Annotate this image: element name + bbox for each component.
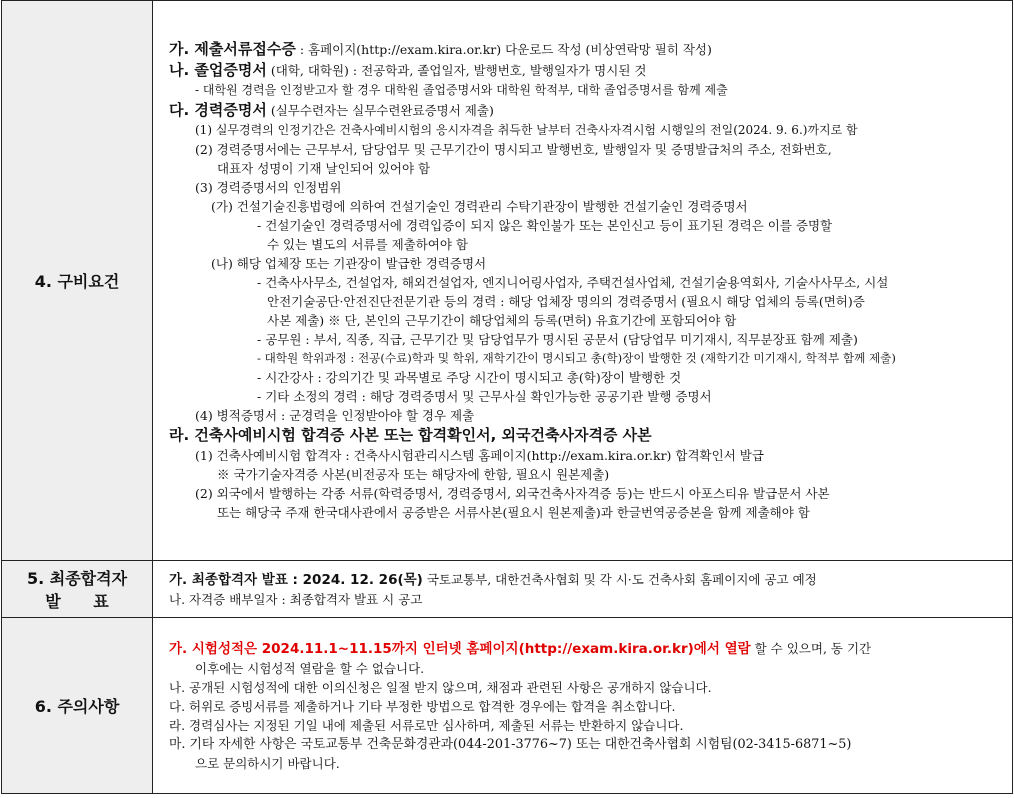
item-c3-ga-1-cont: 수 있는 별도의 서류를 제출하여야 함 (267, 237, 468, 252)
item-c2: (2) 경력증명서에는 근무부서, 담당업무 및 근무기간이 명시되고 발행번호, 발행일자 및 증명발급처의 주소, 전화번호, (195, 142, 832, 157)
score-viewing-text: 할 수 있으며, 동 기간 (750, 640, 872, 656)
section-4-label: 4. 구비요건 (2, 1, 153, 561)
score-viewing-notice: 가. 시험성적은 2024.11.1~11.15까지 인터넷 홈페이지(http://exam.kira.or.kr)에서 열람 (169, 640, 751, 657)
license-distribution: 나. 자격증 배부일자 : 최종합격자 발표 시 공고 (169, 591, 423, 607)
score-viewing-cont: 이후에는 시험성적 열람을 할 수 없습니다. (195, 660, 425, 676)
item-c3-na-1-cont: 안전기술공단·안전진단전문기관 등의 경력 : 해당 업체장 명의의 경력증명서 (필요시 해당 업체의 등록(면허)증 (267, 294, 865, 309)
item-a-text: : 홈페이지(http://exam.kira.or.kr) 다운로드 작성 (비상연락망 필히 작성) (295, 42, 712, 57)
item-b-note: - 대학원 경력을 인정받고자 할 경우 대학원 졸업증명서와 대학원 학적부, 대학 졸업증명서를 함께 제출 (195, 83, 728, 97)
item-c4: (4) 병적증명서 : 군경력을 인정받아야 할 경우 제출 (195, 408, 475, 423)
section-5-row (2, 561, 1013, 618)
section-6-row (2, 618, 1013, 794)
section-5-label-char2: 표 (93, 592, 109, 611)
item-c3-na: (나) 해당 업체장 또는 기관장이 발급한 경력증명서 (211, 256, 487, 271)
item-c3-ga: (가) 건설기술진흥법령에 의하여 건설기술인 경력관리 수탁기관장이 발행한 건설기술인 경력증명서 (211, 199, 748, 214)
notice-e: 마. 기타 자세한 사항은 국토교통부 건축문화경관과(044-201-3776~7) 또는 대한건축사협회 시험팀(02-3415-6871~5) (169, 736, 852, 752)
item-d1-note: ※ 국가기술자격증 사본(비전공자 또는 해당자에 한함, 필요시 원본제출) (217, 467, 610, 482)
section-5-content (153, 561, 1013, 618)
item-c-text: (실무수련자는 실무수련완료증명서 제출) (266, 103, 494, 118)
item-b-title: 나. 졸업증명서 (169, 61, 267, 79)
requirements-table (1, 0, 1013, 794)
section-6-label: 6. 주의사항 (2, 618, 153, 794)
item-c2-cont: 대표자 성명이 기재 날인되어 있어야 함 (217, 161, 431, 176)
item-c3-na-4: - 시간강사 : 강의기간 및 과목별로 주당 시간이 명시되고 총(학)장이 발행한 것 (257, 370, 682, 385)
section-5-label-line1: 5. 최종합격자 (26, 569, 128, 588)
notice-d: 라. 경력심사는 지정된 기일 내에 제출된 서류로만 심사하며, 제출된 서류는 반환하지 않습니다. (169, 717, 684, 733)
item-b-text: (대학, 대학원) : 전공학과, 졸업일자, 발행번호, 발행일자가 명시된 것 (266, 63, 647, 78)
final-announcement-text: 국토교통부, 대한건축사협회 및 각 시·도 건축사회 홈페이지에 공고 예정 (422, 571, 817, 587)
section-4-row (2, 1, 1013, 561)
item-c3-ga-1: - 건설기술인 경력증명서에 경력입증이 되지 않은 확인불가 또는 본인신고 등이 표기된 경력은 이를 증명할 (257, 218, 833, 233)
item-c3: (3) 경력증명서의 인정범위 (195, 180, 342, 195)
notice-e-cont: 으로 문의하시기 바랍니다. (195, 755, 340, 771)
item-c3-na-1-cont2: 사본 제출) ※ 단, 본인의 근무기간이 해당업체의 등록(면허) 유효기간에 포함되어야 함 (267, 313, 737, 328)
item-a-title: 가. 제출서류접수증 (169, 40, 296, 58)
section-5-label (2, 561, 153, 618)
item-c3-na-2: - 공무원 : 부서, 직종, 직급, 근무기간 및 담당업무가 명시된 공문서 (담당업무 미기재시, 직무분장표 함께 제출) (257, 332, 858, 347)
item-c3-na-5: - 기타 소정의 경력 : 해당 경력증명서 및 근무사실 확인가능한 공공기관 발행 증명서 (257, 389, 712, 404)
item-c3-na-1: - 건축사사무소, 건설업자, 해외건설업자, 엔지니어링사업자, 주택건설사업체, 건설기술용역회사, 기술사사무소, 시설 (257, 275, 889, 290)
notice-c: 다. 허위로 증빙서류를 제출하거나 기타 부정한 방법으로 합격한 경우에는 합격을 취소합니다. (169, 698, 676, 714)
item-c3-na-3: - 대학원 학위과정 : 전공(수료)학과 및 학위, 재학기간이 명시되고 총(학)장이 발행한 것 (재학기간 미기재시, 학적부 함께 제출) (257, 351, 896, 365)
item-d1: (1) 건축사예비시험 합격자 : 건축사시험관리시스템 홈페이지(http://exam.kira.or.kr) 합격확인서 발급 (195, 448, 764, 463)
item-c1: (1) 실무경력의 인정기간은 건축사예비시험의 응시자격을 취득한 날부터 건축사자격시험 시행일의 전일(2024. 9. 6.)까지로 함 (195, 123, 858, 137)
item-c-title: 다. 경력증명서 (169, 101, 267, 119)
item-d-title: 라. 건축사예비시험 합격증 사본 또는 합격확인서, 외국건축사자격증 사본 (169, 426, 652, 444)
section-6-content (153, 618, 1013, 794)
final-announcement-date: 가. 최종합격자 발표 : 2024. 12. 26(목) (169, 571, 423, 588)
item-d2-cont: 또는 해당국 주재 한국대사관에서 공증받은 서류사본(필요시 원본제출)과 한글번역공증본을 함께 제출해야 함 (217, 505, 810, 520)
section-4-content (153, 1, 1013, 561)
section-5-label-line2 (29, 589, 125, 612)
item-d2: (2) 외국에서 발행하는 각종 서류(학력증명서, 경력증명서, 외국건축사자격증 등)는 반드시 아포스티유 발급문서 사본 (195, 486, 830, 501)
section-5-label-char1: 발 (45, 592, 61, 611)
notice-b: 나. 공개된 시험성적에 대한 이의신청은 일절 받지 않으며, 채점과 관련된 사항은 공개하지 않습니다. (169, 679, 712, 695)
